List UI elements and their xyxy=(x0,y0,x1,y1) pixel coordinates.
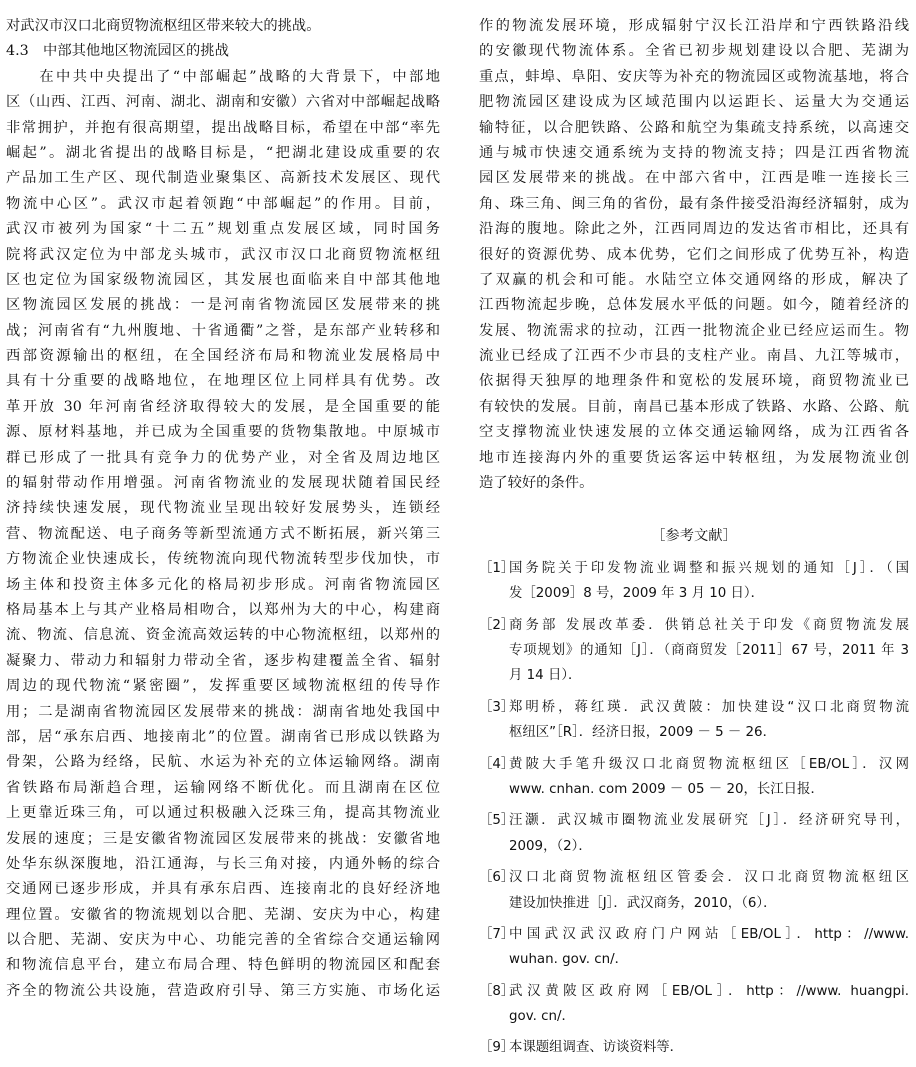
text-line: 了双赢的机会和可能。水陆空立体交通网络的形成，解决了 xyxy=(479,271,909,288)
text-line: 通与城市快速交通系统为支持的物流支持；四是江西省物流 xyxy=(479,144,909,161)
text-line: 区也定位为国家级物流园区，其发展也面临来自中部其他地 xyxy=(6,271,440,288)
reference-text xyxy=(509,556,909,607)
text-line: 作的物流发展环境，形成辐射宁汉长江沿岸和宁西铁路沿线 xyxy=(479,18,909,34)
text-line: 4.3 中部其他地区物流园区的挑战 xyxy=(6,43,229,60)
text-line: 在中共中央提出了“中部崛起”战略的大背景下，中部地 xyxy=(6,68,440,85)
reference-number: ［4］ xyxy=(479,756,515,772)
reference-number: ［5］ xyxy=(479,813,515,829)
reference-line: wuhan. gov. cn/． xyxy=(509,952,628,968)
reference-number: ［8］ xyxy=(479,983,515,999)
text-line: 沿海的腹地。除此之外，江西同周边的发达省市相比，还具有 xyxy=(479,221,909,238)
reference-item xyxy=(479,922,909,973)
reference-item xyxy=(479,752,909,803)
text-line: 造了较好的条件。 xyxy=(479,475,594,492)
text-line: 流业已经成了江西不少市县的支柱产业。南昌、九江等城市， xyxy=(479,348,909,365)
reference-number: ［1］ xyxy=(479,560,515,576)
reference-line: 中国武汉武汉政府门户网站［EB/OL］．http：//www. xyxy=(509,926,909,942)
reference-text xyxy=(509,1035,909,1060)
left-column xyxy=(6,14,440,1004)
reference-text xyxy=(509,808,909,859)
reference-line: 武汉黄陂区政府网［EB/OL］．http：//www. huangpi. xyxy=(509,983,909,999)
text-line: 场主体和投资主体多元化的格局初步形成。河南省物流园区 xyxy=(6,576,440,593)
text-line: 空支撑物流业快速发展的立体交通运输网络，成为江西省各 xyxy=(479,424,909,441)
reference-item xyxy=(479,1035,909,1060)
text-line: 角、珠三角、闽三角的省份，最有条件接受沿海经济辐射，成为 xyxy=(479,195,909,212)
references-title: ［参考文献］ xyxy=(651,528,737,545)
text-line: 源、原材料基地，并已成为全国重要的货物集散地。中原城市 xyxy=(6,424,440,441)
text-line: 产品加工生产区、现代制造业聚集区、高新技术发展区、现代 xyxy=(6,170,440,187)
reference-number: ［6］ xyxy=(479,870,515,886)
reference-line: 汉口北商贸物流枢纽区管委会．汉口北商贸物流枢纽区 xyxy=(509,870,909,886)
text-line: 用；二是湖南省物流园区发展带来的挑战：湖南省地处我国中 xyxy=(6,703,440,720)
reference-text xyxy=(509,979,909,1030)
text-line: 交通网已逐步形成，并具有承东启西、连接南北的良好经济地 xyxy=(6,881,440,898)
text-line: 理位置。安徽省的物流规划以合肥、芜湖、安庆为中心，构建 xyxy=(6,906,440,923)
text-line: 群已形成了一批具有竞争力的优势产业，对全省及周边地区 xyxy=(6,449,440,466)
reference-line: gov. cn/． xyxy=(509,1009,575,1025)
text-line: 有较快的发展。目前，南昌已基本形成了铁路、水路、公路、航 xyxy=(479,398,909,415)
text-line: 很好的资源优势、成本优势，它们之间形成了优势互补，构造 xyxy=(479,246,909,263)
reference-item xyxy=(479,695,909,746)
text-line: 战；河南省有“九州腹地、十省通衢”之誉，是东部产业转移和 xyxy=(6,322,440,339)
reference-item xyxy=(479,808,909,859)
text-line: 部，居“承东启西、地接南北”的位置。湖南省已形成以铁路为 xyxy=(6,728,440,745)
text-line: 革开放 30 年河南省经济取得较大的发展，是全国重要的能 xyxy=(6,398,440,415)
reference-item xyxy=(479,979,909,1030)
text-line: 具有十分重要的战略地位，在地理区位上同样具有优势。改 xyxy=(6,373,440,390)
reference-number: ［9］ xyxy=(479,1040,515,1056)
text-line: 方物流企业快速成长，传统物流向现代物流转型步伐加快，市 xyxy=(6,551,440,568)
reference-line: 发［2009］8 号，2009 年 3 月 10 日）． xyxy=(509,586,764,602)
text-line: 齐全的物流公共设施，营造政府引导、第三方实施、市场化运 xyxy=(6,982,440,999)
text-line: 重点，蚌埠、阜阳、安庆等为补充的物流园区或物流基地，将合 xyxy=(479,68,909,85)
text-line: 济持续快速发展，现代物流业呈现出较好发展势头，连锁经 xyxy=(6,500,440,517)
reference-line: 黄陂大手笔升级汉口北商贸物流枢纽区［EB/OL］．汉网 xyxy=(509,756,909,772)
text-line: 输特征，以合肥铁路、公路和航空为集疏支持系统，以高速交 xyxy=(479,119,909,136)
references-list xyxy=(479,556,909,1061)
reference-line: 枢纽区”［R］．经济日报，2009 － 5 － 26． xyxy=(509,725,776,741)
text-line: 格局基本上与其产业格局相吻合，以郑州为大的中心，构建商 xyxy=(6,601,440,618)
reference-line: 月 14 日）． xyxy=(509,668,582,684)
reference-item xyxy=(479,613,909,689)
text-line: 省铁路布局渐趋合理，运输网络不断优化。而且湖南在区位 xyxy=(6,779,440,796)
reference-text xyxy=(509,865,909,916)
text-line: 西部资源输出的枢纽，在全国经济布局和物流业发展格局中 xyxy=(6,348,440,365)
text-line: 发展的速度；三是安徽省物流园区发展带来的挑战：安徽省地 xyxy=(6,830,440,847)
right-column xyxy=(479,14,909,1067)
text-line: 周边的现代物流“紧密圈”，发挥重要区域物流枢纽的传导作 xyxy=(6,678,440,695)
reference-number: ［3］ xyxy=(479,699,515,715)
reference-line: 2009，（2）． xyxy=(509,838,592,854)
text-line: 崛起”。湖北省提出的战略目标是，“把湖北建设成重要的农 xyxy=(6,144,440,161)
reference-line: 汪灏．武汉城市圈物流业发展研究［J］．经济研究导刊， xyxy=(509,813,909,829)
text-line: 的辐射带动作用增强。河南省物流业的发展现状随着国民经 xyxy=(6,475,440,492)
reference-line: 本课题组调查、访谈资料等． xyxy=(509,1040,684,1056)
text-line: 凝聚力、带动力和辐射力带动全省，逐步构建覆盖全省、辐射 xyxy=(6,652,440,669)
right-column-body xyxy=(479,14,909,496)
text-line: 骨架，公路为经络，民航、水运为补充的立体运输网络。湖南 xyxy=(6,754,440,771)
reference-text xyxy=(509,922,909,973)
reference-line: www. cnhan. com 2009 － 05 － 20，长江日报． xyxy=(509,781,824,797)
text-line: 肥物流园区建设成为区域范围内以运距长、运量大为交通运 xyxy=(479,94,909,111)
text-line: 依据得天独厚的地理条件和宽松的发展环境，商贸物流业已 xyxy=(479,373,909,390)
reference-line: 郑明桥，蒋红瑛．武汉黄陂：加快建设“汉口北商贸物流 xyxy=(509,699,909,715)
text-line: 院将武汉定位为中部龙头城市，武汉市汉口北商贸物流枢纽 xyxy=(6,246,440,263)
reference-item xyxy=(479,556,909,607)
reference-number: ［7］ xyxy=(479,926,515,942)
text-line: 江西物流起步晚，总体发展水平低的问题。如今，随着经济的 xyxy=(479,297,909,314)
text-line: 上更靠近珠三角，可以通过积极融入泛珠三角，提高其物流业 xyxy=(6,805,440,822)
text-line: 营、物流配送、电子商务等新型流通方式不断拓展，新兴第三 xyxy=(6,525,440,542)
reference-number: ［2］ xyxy=(479,617,515,633)
text-line: 处华东纵深腹地，沿江通海，与长三角对接，内通外畅的综合 xyxy=(6,855,440,872)
reference-line: 建设加快推进［J］．武汉商务，2010，（6）． xyxy=(509,895,777,911)
reference-line: 商务部 发展改革委．供销总社关于印发《商贸物流发展 xyxy=(509,617,909,633)
text-line: 区物流园区发展的挑战：一是河南省物流园区发展带来的挑 xyxy=(6,297,440,314)
text-line: 区（山西、江西、河南、湖北、湖南和安徽）六省对中部崛起战略 xyxy=(6,94,440,111)
text-line: 武汉市被列为国家“十二五”规划重点发展区域，同时国务 xyxy=(6,221,440,238)
reference-text xyxy=(509,695,909,746)
text-line: 园区发展带来的挑战。在中部六省中，江西是唯一连接长三 xyxy=(479,170,909,187)
text-line: 物流中心区”。武汉市起着领跑“中部崛起”的作用。目前， xyxy=(6,195,440,212)
text-line: 的安徽现代物流体系。全省已初步规划建设以合肥、芜湖为 xyxy=(479,43,909,60)
reference-line: 国务院关于印发物流业调整和振兴规划的通知［J］．（国 xyxy=(509,560,909,576)
text-line: 地市连接海内外的重要货运客运中转枢纽，为发展物流业创 xyxy=(479,449,909,466)
reference-text xyxy=(509,752,909,803)
text-line: 非常拥护，并抱有很高期望，提出战略目标，希望在中部“率先 xyxy=(6,119,440,136)
text-line: 以合肥、芜湖、安庆为中心、功能完善的全省综合交通运输网 xyxy=(6,932,440,949)
reference-text xyxy=(509,613,909,689)
text-line: 发展、物流需求的拉动，江西一批物流企业已经应运而生。物 xyxy=(479,322,909,339)
reference-line: 专项规划》的通知［J］．（商商贸发［2011］67 号，2011 年 3 xyxy=(509,642,909,658)
text-line: 流、物流、信息流、资金流高效运转的中心物流枢纽，以郑州的 xyxy=(6,627,440,644)
text-line: 和物流信息平台，建立布局合理、特色鲜明的物流园区和配套 xyxy=(6,957,440,974)
text-line: 对武汉市汉口北商贸物流枢纽区带来较大的挑战。 xyxy=(6,18,321,34)
reference-item xyxy=(479,865,909,916)
